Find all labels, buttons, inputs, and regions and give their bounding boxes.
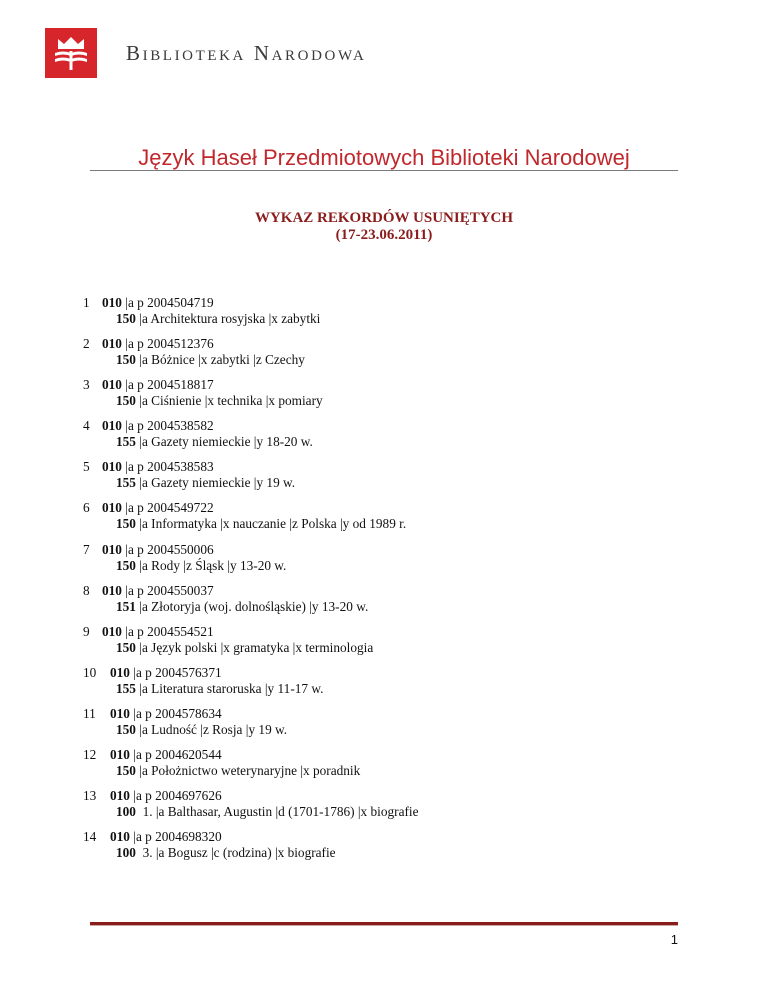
list-item (83, 459, 703, 500)
field-value: |a Informatyka |x nauczanie |z Polska |y od 1989 r. (135, 516, 407, 532)
field-value: |a Język polski |x gramatyka |x terminologia (135, 639, 374, 655)
record-line-heading (83, 722, 703, 738)
record-line-heading (83, 804, 703, 820)
field-tag: 100 (116, 804, 136, 820)
field-value: |a p 2004550037 (121, 582, 214, 598)
record-number: 9 (83, 623, 90, 639)
record-line-010 (83, 706, 703, 722)
field-value: |a p 2004554521 (121, 623, 214, 639)
field-tag: 010 (102, 541, 122, 557)
biblioteka-narodowa-logo (45, 28, 97, 78)
record-line-010 (83, 336, 703, 352)
field-tag: 010 (102, 418, 122, 434)
field-tag: 150 (116, 557, 136, 573)
field-tag: 010 (102, 295, 122, 310)
field-tag: 155 (116, 475, 136, 491)
record-number: 10 (83, 664, 97, 680)
field-value: |a p 2004538583 (121, 459, 214, 475)
field-tag: 150 (116, 721, 136, 737)
list-item (83, 706, 703, 747)
record-line-010 (83, 829, 703, 845)
org-name: Biblioteka Narodowa (126, 41, 367, 65)
field-value: |a p 2004549722 (121, 500, 214, 516)
list-item (83, 624, 703, 665)
field-tag: 150 (116, 352, 136, 368)
field-value: |a p 2004578634 (129, 705, 222, 721)
field-value: |a p 2004550006 (121, 541, 214, 557)
list-item (83, 788, 703, 829)
field-value: |a p 2004697626 (129, 788, 222, 804)
record-line-010 (83, 542, 703, 558)
field-tag: 010 (110, 705, 130, 721)
record-line-heading (83, 434, 703, 450)
record-line-010 (83, 459, 703, 475)
crown-over-books-icon (52, 34, 90, 72)
record-number: 2 (83, 336, 90, 352)
field-value: |a Bóżnice |x zabytki |z Czechy (135, 352, 305, 368)
field-value: |a p 2004504719 (121, 295, 214, 310)
record-line-010 (83, 788, 703, 804)
records-list (83, 295, 703, 870)
list-item (83, 377, 703, 418)
field-value: |a p 2004576371 (129, 664, 222, 680)
record-number: 11 (83, 705, 96, 721)
field-value: |a Położnictwo weterynaryjne |x poradnik (135, 763, 361, 779)
field-tag: 010 (102, 623, 122, 639)
field-tag: 150 (116, 639, 136, 655)
record-number: 7 (83, 541, 90, 557)
record-line-010 (83, 418, 703, 434)
field-tag: 155 (116, 434, 136, 450)
field-value: |a Rody |z Śląsk |y 13-20 w. (135, 557, 287, 573)
record-number: 3 (83, 377, 90, 393)
record-line-010 (83, 747, 703, 763)
footer-divider (90, 922, 678, 926)
record-line-010 (83, 377, 703, 393)
record-line-heading (83, 352, 703, 368)
field-tag: 010 (102, 459, 122, 475)
field-tag: 010 (102, 500, 122, 516)
record-line-010 (83, 624, 703, 640)
heading-line-1: WYKAZ REKORDÓW USUNIĘTYCH (254, 210, 514, 226)
field-value: |a p 2004538582 (121, 418, 214, 434)
record-number: 5 (83, 459, 90, 475)
record-line-heading (83, 599, 703, 615)
list-item (83, 665, 703, 706)
record-line-heading (83, 640, 703, 656)
record-line-010 (83, 665, 703, 681)
field-value: |a p 2004620544 (129, 747, 222, 763)
field-tag: 010 (110, 788, 130, 804)
list-item (83, 747, 703, 788)
record-line-heading (83, 558, 703, 574)
field-tag: 150 (116, 393, 136, 409)
field-tag: 010 (102, 582, 122, 598)
field-tag: 150 (116, 311, 136, 326)
record-line-010 (83, 583, 703, 599)
field-tag: 155 (116, 680, 136, 696)
field-value: 3. |a Bogusz |c (rodzina) |x biografie (135, 845, 336, 861)
field-value: |a Literatura staroruska |y 11-17 w. (135, 680, 324, 696)
field-value: |a Gazety niemieckie |y 18-20 w. (135, 434, 313, 450)
field-value: |a Ciśnienie |x technika |x pomiary (135, 393, 323, 409)
field-tag: 010 (110, 664, 130, 680)
title-divider (90, 170, 678, 171)
field-value: |a Gazety niemieckie |y 19 w. (135, 475, 296, 491)
record-line-heading (83, 763, 703, 779)
field-tag: 010 (102, 377, 122, 393)
record-line-010 (83, 500, 703, 516)
record-number: 1 (83, 295, 90, 310)
field-tag: 150 (116, 763, 136, 779)
page-number: 1 (670, 932, 678, 947)
field-tag: 010 (110, 829, 130, 845)
record-line-heading (83, 311, 703, 327)
field-tag: 100 (116, 845, 136, 861)
list-item (83, 336, 703, 377)
list-item (83, 542, 703, 583)
record-line-heading (83, 393, 703, 409)
field-tag: 150 (116, 516, 136, 532)
record-line-heading (83, 845, 703, 861)
field-tag: 010 (102, 336, 122, 352)
list-item (83, 295, 703, 336)
section-heading (90, 210, 678, 244)
field-tag: 151 (116, 598, 136, 614)
record-number: 14 (83, 829, 97, 845)
record-number: 4 (83, 418, 90, 434)
record-line-heading (83, 516, 703, 532)
list-item (83, 829, 703, 870)
field-value: |a Architektura rosyjska |x zabytki (135, 311, 321, 326)
record-line-010 (83, 295, 703, 311)
field-value: 1. |a Balthasar, Augustin |d (1701-1786) |x biografie (135, 804, 419, 820)
list-item (83, 583, 703, 624)
field-value: |a p 2004512376 (121, 336, 214, 352)
field-value: |a Złotoryja (woj. dolnośląskie) |y 13-20 w. (135, 598, 369, 614)
field-value: |a p 2004698320 (129, 829, 222, 845)
record-line-heading (83, 681, 703, 697)
record-number: 13 (83, 788, 97, 804)
record-number: 8 (83, 582, 90, 598)
list-item (83, 418, 703, 459)
document-title: Język Haseł Przedmiotowych Biblioteki Narodowej (138, 145, 630, 170)
field-value: |a p 2004518817 (121, 377, 214, 393)
record-number: 6 (83, 500, 90, 516)
record-number: 12 (83, 747, 97, 763)
list-item (83, 500, 703, 541)
record-line-heading (83, 475, 703, 491)
field-tag: 010 (110, 747, 130, 763)
field-value: |a Ludność |z Rosja |y 19 w. (135, 721, 288, 737)
heading-date-range: (17-23.06.2011) (335, 227, 433, 243)
